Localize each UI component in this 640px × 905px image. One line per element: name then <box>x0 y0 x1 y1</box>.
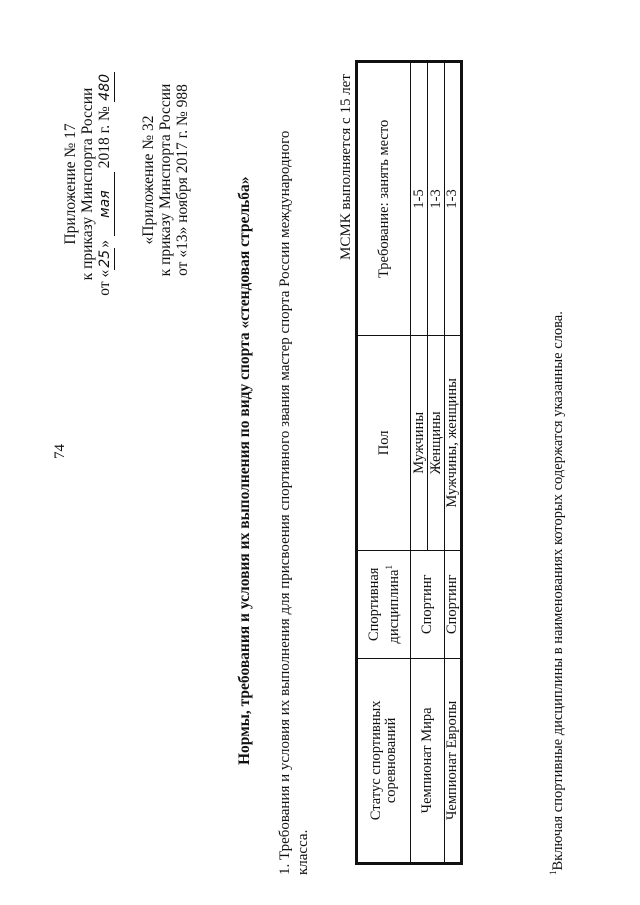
header-discipline-line-2 <box>382 555 402 654</box>
header-discipline-text: дисциплина <box>385 569 402 644</box>
cell-discipline: Спортинг <box>411 550 445 658</box>
footnote-mark: 1 <box>548 870 558 875</box>
appendix-month: мая <box>97 172 115 236</box>
footnote <box>548 311 567 875</box>
header-status: Статус спортивных соревнований <box>357 658 411 863</box>
cell-status: Чемпионат Европы <box>445 658 462 863</box>
table-row <box>411 62 428 864</box>
appendix-line-2: к приказу Минспорта России <box>79 87 96 281</box>
previous-appendix-line-3: от «13» ноября 2017 г. № 988 <box>174 84 191 276</box>
appendix-day: 25 <box>97 248 115 270</box>
cell-sex: Мужчины <box>411 335 428 550</box>
document-title: Нормы, требования и условия их выполнения по виду спорта «стендовая стрельба» <box>236 176 253 765</box>
cell-sex: Женщины <box>428 335 445 550</box>
table-header-row <box>357 62 411 864</box>
previous-appendix-block <box>140 60 191 300</box>
header-discipline <box>357 550 411 658</box>
previous-appendix-line-1: «Приложение № 32 <box>140 115 157 245</box>
requirements-paragraph <box>276 131 312 875</box>
cell-status: Чемпионат Мира <box>411 658 445 863</box>
header-sex: Пол <box>357 335 411 550</box>
header-discipline-footnote-mark: 1 <box>383 565 394 570</box>
mcmk-age-note: МСМК выполняется с 15 лет <box>338 74 354 260</box>
cell-place: 1-3 <box>428 62 445 336</box>
cell-place: 1-3 <box>445 62 462 336</box>
previous-appendix-line-2: к приказу Минспорта России <box>157 83 174 277</box>
cell-discipline: Спортинг <box>445 550 462 658</box>
appendix-line-1: Приложение № 17 <box>62 123 79 245</box>
appendix-year: 2018 г. № <box>96 106 113 169</box>
cell-place: 1-5 <box>411 62 428 336</box>
appendix-block <box>62 59 115 309</box>
appendix-date-mid: » <box>96 239 113 248</box>
header-discipline-line-1: Спортивная <box>365 567 382 642</box>
appendix-line-3 <box>96 59 115 309</box>
table-row <box>445 62 462 864</box>
page-number: 74 <box>52 444 68 459</box>
footnote-text: Включая спортивные дисциплины в наименованиях которых содержатся указанные слова. <box>549 311 566 871</box>
appendix-date-prefix: от « <box>96 269 113 296</box>
cell-sex: Мужчины, женщины <box>445 335 462 550</box>
header-requirement: Требование: занять место <box>357 62 411 336</box>
appendix-order-number: 480 <box>97 73 113 101</box>
paragraph-line-1: 1. Требования и условия их выполнения для присвоения спортивного звания мастер спорта России международного <box>277 130 293 875</box>
norms-table <box>355 60 463 865</box>
paragraph-line-2: класса. <box>295 829 311 875</box>
